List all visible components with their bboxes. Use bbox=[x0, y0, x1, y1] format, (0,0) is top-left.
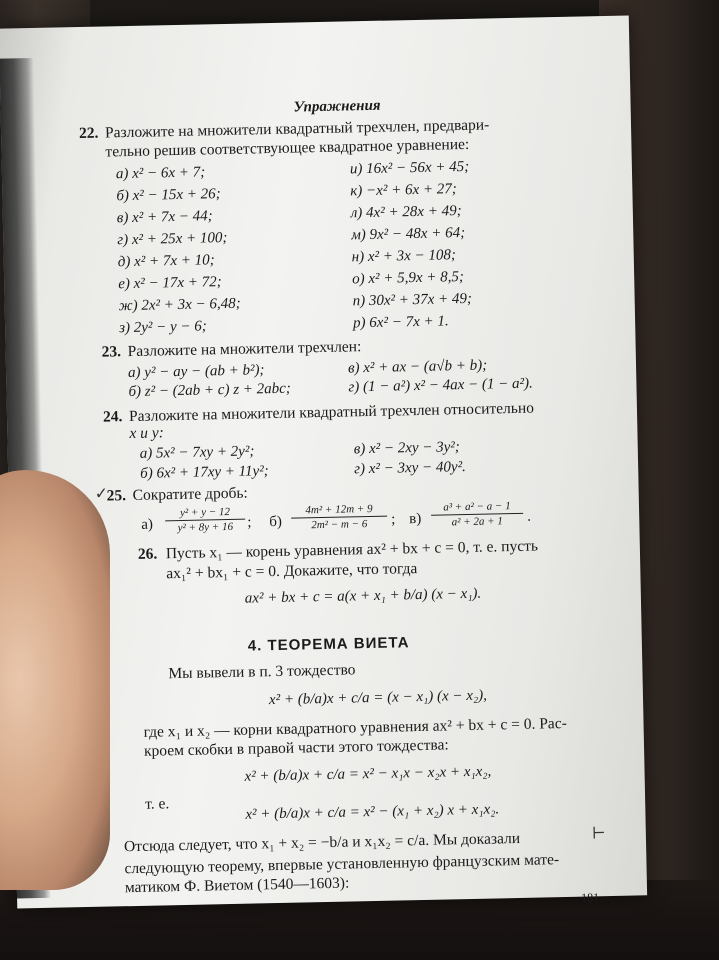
ex25-a-end: ; bbox=[247, 514, 252, 531]
section-formula-2: x² + (b/a)x + c/a = x² − x₁x − x₂x + x₁x₂, bbox=[244, 763, 492, 785]
section-paragraph-5: матиком Ф. Виетом (1540—1603): bbox=[124, 874, 350, 897]
ex25-b-label: б) bbox=[269, 513, 283, 531]
exercise-22-number: 22. bbox=[78, 124, 99, 143]
section-header: Упражнения bbox=[293, 97, 381, 116]
ex22-item-o: о) x² + 5,9x + 8,5; bbox=[352, 269, 465, 288]
exercise-23-number: 23. bbox=[101, 343, 122, 361]
section-paragraph-2b: кроем скобки в правой части этого тождества: bbox=[143, 736, 449, 760]
ex25-v-numerator: a³ + a² − a − 1 bbox=[431, 500, 523, 516]
ex22-item-v: в) x² + 7x − 44; bbox=[116, 208, 213, 227]
exercise-22-text-1: Разложите на множители квадратный трехчлен, предвари- bbox=[104, 116, 490, 142]
hand-holding-page bbox=[0, 470, 110, 890]
ex22-item-m: м) 9x² − 48x + 64; bbox=[351, 224, 466, 244]
ex24-item-v: в) x² − 2xy − 3y²; bbox=[353, 439, 461, 458]
ex25-v-denominator: a² + 2a + 1 bbox=[451, 515, 503, 529]
ex23-item-v: в) x² + ax − (a√b + b); bbox=[347, 357, 488, 377]
ex22-item-g: г) x² + 25x + 100; bbox=[117, 229, 228, 249]
section-formula-1: x² + (b/a)x + c/a = (x − x₁) (x − x₂), bbox=[268, 687, 488, 709]
ex23-item-a: а) y² − ay − (ab + b²); bbox=[127, 362, 265, 382]
section-formula-3: x² + (b/a)x + c/a = x² − (x₁ + x₂) x + x₁x₂. bbox=[245, 801, 500, 823]
section-te: т. е. bbox=[144, 795, 170, 813]
exercise-25-number: 25. bbox=[106, 487, 127, 505]
ex24-item-b: б) 6x² + 17xy + 11y²; bbox=[140, 463, 269, 482]
pencil-check-mark: ✓ bbox=[94, 485, 109, 503]
exercise-22-text-2: тельно решив соответствующее квадратное уравнение: bbox=[105, 135, 470, 161]
exercise-26-number: 26. bbox=[137, 545, 158, 563]
ex22-item-z: з) 2y² − y − 6; bbox=[118, 318, 207, 337]
section-title: 4. ТЕОРЕМА ВИЕТА bbox=[247, 634, 410, 655]
ex22-item-p: п) 30x² + 37x + 49; bbox=[352, 290, 473, 310]
exercise-25-text: Сократите дробь: bbox=[132, 484, 248, 504]
ex22-item-e: е) x² − 17x + 72; bbox=[118, 274, 222, 293]
ex22-item-l: л) 4x² + 28x + 49; bbox=[350, 203, 462, 222]
exercise-24-number: 24. bbox=[102, 408, 123, 426]
ex22-item-b: б) x² − 15x + 26; bbox=[116, 186, 221, 205]
ex22-item-zh: ж) 2x² + 3x − 6,48; bbox=[118, 295, 241, 315]
ex24-item-g: г) x² − 3xy − 40y². bbox=[353, 459, 467, 478]
ex22-item-n: н) x² + 3x − 108; bbox=[351, 247, 457, 266]
section-paragraph-1: Мы вывели в п. 3 тождество bbox=[168, 661, 356, 683]
ex24-item-a: а) 5x² − 7xy + 2y²; bbox=[139, 443, 255, 462]
page-content bbox=[78, 90, 606, 905]
ex25-b-denominator: 2m² − m − 6 bbox=[311, 518, 368, 532]
section-paragraph-4: следующую теорему, впервые установленную французским мате- bbox=[124, 851, 560, 878]
exercise-26-text-2: ax₁² + bx₁ + c = 0. Докажите, что тогда bbox=[166, 560, 418, 583]
exercise-24-text-1: Разложите на множители квадратный трехчлен относительно bbox=[128, 399, 535, 426]
section-paragraph-2a: где x₁ и x₂ — корни квадратного уравнения ax² + bx + c = 0. Рас- bbox=[143, 714, 567, 741]
ex22-item-k: к) −x² + 6x + 27; bbox=[350, 181, 457, 200]
ex22-item-i: и) 16x² − 56x + 45; bbox=[349, 158, 470, 178]
ex22-item-d: д) x² + 7x + 10; bbox=[117, 252, 215, 271]
ex22-item-r: р) 6x² − 7x + 1. bbox=[352, 313, 449, 332]
exercise-24-text-2: x и y: bbox=[129, 424, 164, 443]
ex25-a-numerator: y² + y − 12 bbox=[165, 506, 245, 522]
exercise-23-text: Разложите на множители трехчлен: bbox=[127, 338, 362, 361]
ex22-item-a: а) x² − 6x + 7; bbox=[115, 164, 206, 183]
ex25-b-end: ; bbox=[391, 511, 396, 528]
exercise-26-text-1: Пусть x₁ — корень уравнения ax² + bx + c = 0, т. е. пусть bbox=[165, 537, 539, 563]
ex25-v-label: в) bbox=[409, 510, 422, 528]
section-paragraph-3: Отсюда следует, что x₁ + x₂ = −b/a и x₁x₂ = c/a. Мы доказали bbox=[123, 829, 521, 856]
ex23-item-b: б) z² − (2ab + c) z + 2abc; bbox=[128, 380, 292, 401]
pencil-margin-mark-right: ⊢ bbox=[591, 825, 606, 843]
exercise-26-formula: ax² + bx + c = a(x + x₁ + b/a) (x − x₁). bbox=[244, 585, 482, 607]
ex23-item-g: г) (1 − a²) x² − 4ax − (1 − a²). bbox=[348, 375, 533, 396]
ex25-a-label: а) bbox=[141, 516, 154, 533]
ex25-a-denominator: y² + 8y + 16 bbox=[177, 520, 234, 535]
ex25-v-end: . bbox=[527, 508, 532, 525]
page-number: 181 bbox=[581, 890, 600, 905]
ex25-b-numerator: 4m² + 12m + 9 bbox=[291, 503, 387, 519]
